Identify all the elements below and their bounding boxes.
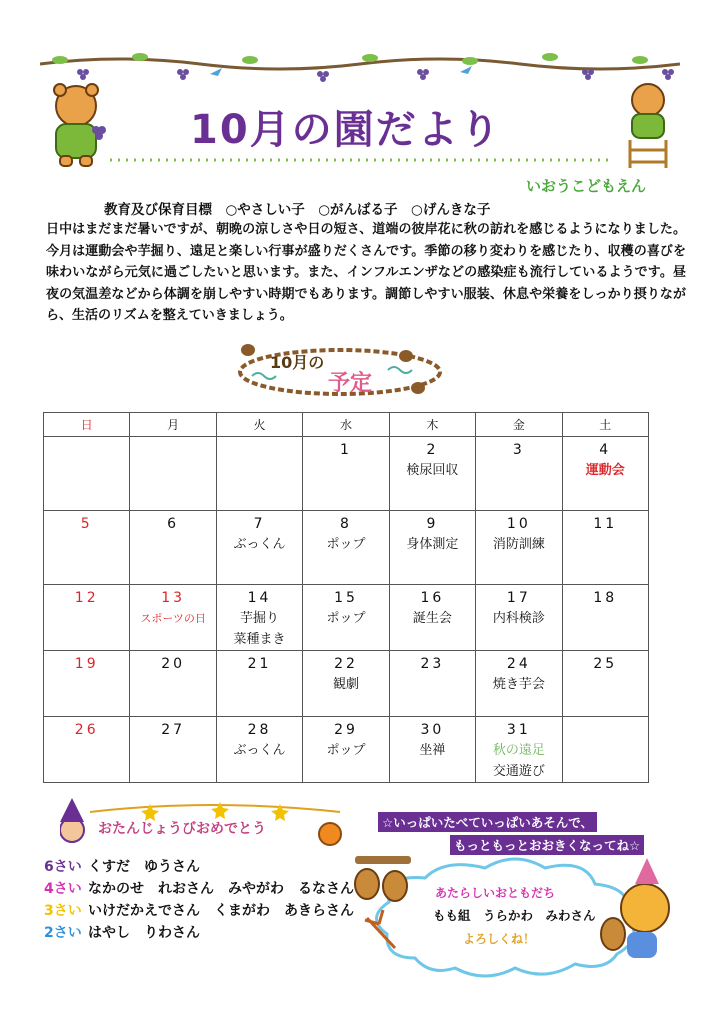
day-number: 2 — [426, 442, 439, 458]
calendar-event: ポップ — [326, 611, 366, 626]
day-number: 10 — [506, 516, 531, 532]
weekday-header-row — [44, 413, 649, 437]
calendar-day-cell — [303, 511, 389, 585]
calendar-day-cell — [216, 717, 302, 783]
calendar-day-cell — [476, 585, 562, 651]
calendar-day-cell — [389, 717, 475, 783]
day-number: 21 — [247, 656, 272, 672]
birthday-names: くすだ ゆうさん — [88, 859, 200, 875]
calendar-event: 観劇 — [332, 677, 359, 692]
new-friends-cloud — [345, 838, 685, 988]
calendar-day-cell — [44, 585, 130, 651]
calendar-day-cell — [44, 717, 130, 783]
schedule-badge — [228, 340, 453, 400]
calendar-event: 交通遊び — [492, 764, 545, 779]
calendar-body — [44, 437, 649, 783]
intro-paragraph: 日中はまだまだ暑いですが、朝晩の涼しさや日の短さ、道端の彼岸花に秋の訪れを感じるようになりました。今月は運動会や芋掘り、遠足と楽しい行事が盛りだくさんです。季節の移り変わりを感じたり、収穫の喜びを味わいながら元気に過ごしたいと思います。また、インフルエンザなどの感染症も流行しているようです。昼夜の気温差などから体調を崩しやすい時期でもあります。調節しやすい服装、休息や栄養をしっかり摂りながら、生活のリズムを整えていきましょう。 — [46, 222, 686, 323]
birthday-entry — [44, 856, 200, 876]
day-number: 24 — [506, 656, 531, 672]
day-number: 22 — [334, 656, 358, 672]
birthday-entry — [44, 878, 354, 898]
badge-month: 10月の — [270, 353, 325, 372]
day-number: 14 — [247, 590, 272, 606]
birthday-names: はやし りわさん — [88, 925, 200, 941]
calendar-day-cell — [476, 651, 562, 717]
calendar-day-cell — [130, 651, 216, 717]
calendar-day-cell — [303, 585, 389, 651]
calendar-event: 菜種まき — [233, 632, 286, 647]
new-friends-greeting: よろしくね！ — [463, 932, 536, 946]
message-line-1: ☆いっぱいたべていっぱいあそんで、 — [378, 812, 597, 832]
calendar-week-row — [44, 511, 649, 585]
birthday-names: なかのせ れおさん みやがわ るなさん — [88, 881, 354, 897]
calendar-event: 内科検診 — [492, 611, 545, 626]
day-number: 5 — [80, 516, 93, 532]
calendar-day-cell — [216, 511, 302, 585]
calendar-day-cell — [303, 717, 389, 783]
calendar-table — [43, 412, 649, 783]
calendar-event: 誕生会 — [412, 611, 452, 626]
weekday-header: 水 — [303, 413, 389, 437]
calendar-week-row — [44, 585, 649, 651]
calendar-day-cell — [44, 511, 130, 585]
weekday-header: 日 — [44, 413, 130, 437]
calendar-day-cell — [130, 511, 216, 585]
calendar-day-cell — [389, 651, 475, 717]
calendar-week-row — [44, 717, 649, 783]
birthday-age: 4さい — [44, 881, 82, 897]
calendar-day-cell — [389, 437, 475, 511]
day-number: 7 — [253, 516, 266, 532]
calendar-event: 芋掘り — [240, 611, 280, 626]
grape-vine-decoration — [40, 52, 680, 92]
calendar-day-cell — [562, 585, 648, 651]
calendar-week-row — [44, 651, 649, 717]
birthday-age: 3さい — [44, 903, 82, 919]
day-number: 4 — [599, 442, 612, 458]
calendar-day-cell — [562, 717, 648, 783]
day-number: 16 — [420, 590, 445, 606]
day-number: 25 — [593, 656, 618, 672]
calendar-day-cell — [562, 511, 648, 585]
calendar-event: 身体測定 — [406, 537, 459, 552]
badge-label: 予定 — [328, 371, 373, 396]
calendar-day-cell — [216, 585, 302, 651]
bear-with-grapes-illustration — [40, 78, 118, 170]
calendar-day-cell — [303, 437, 389, 511]
birthday-names: いけだかえでさん くまがわ あきらさん — [88, 903, 354, 919]
calendar-event: ぶっくん — [233, 743, 286, 758]
calendar-day-cell — [562, 651, 648, 717]
birthday-banner-text: おたんじょうびおめでとう — [98, 821, 266, 837]
calendar-day-cell — [476, 437, 562, 511]
day-number: 17 — [506, 590, 531, 606]
calendar-week-row — [44, 437, 649, 511]
day-number: 13 — [161, 590, 186, 606]
calendar-event: ポップ — [326, 537, 366, 552]
calendar-day-cell — [44, 437, 130, 511]
birthday-age: 6さい — [44, 859, 82, 875]
education-goals: 教育及び保育目標 ○やさしい子 ○がんばる子 ○げんきな子 — [104, 202, 491, 218]
day-number: 20 — [161, 656, 186, 672]
calendar-event: ポップ — [326, 743, 366, 758]
calendar-event: スポーツの日 — [140, 612, 206, 625]
calendar-day-cell — [389, 585, 475, 651]
birthday-age: 2さい — [44, 925, 82, 941]
weekday-header: 金 — [476, 413, 562, 437]
birthday-entry — [44, 922, 200, 942]
day-number: 30 — [420, 722, 445, 738]
calendar-event: 消防訓練 — [492, 537, 545, 552]
weekday-header: 月 — [130, 413, 216, 437]
day-number: 18 — [593, 590, 618, 606]
calendar-day-cell — [216, 651, 302, 717]
day-number: 3 — [512, 442, 525, 458]
birthday-entry — [44, 900, 354, 920]
day-number: 23 — [420, 656, 445, 672]
calendar-event: ぶっくん — [233, 537, 286, 552]
calendar-day-cell — [562, 437, 648, 511]
day-number: 12 — [74, 590, 99, 606]
day-number: 9 — [426, 516, 439, 532]
calendar-day-cell — [476, 511, 562, 585]
calendar-day-cell — [476, 717, 562, 783]
school-name: いおうこどもえん — [526, 177, 647, 195]
calendar-event: 検尿回収 — [406, 463, 459, 478]
day-number: 6 — [167, 516, 180, 532]
day-number: 31 — [506, 722, 531, 738]
calendar-event: 運動会 — [585, 463, 625, 478]
weekday-header: 木 — [389, 413, 475, 437]
new-friends-heading: あたらしいおともだち — [435, 886, 556, 900]
day-number: 15 — [334, 590, 358, 606]
calendar-event: 秋の遠足 — [492, 743, 545, 758]
calendar-day-cell — [130, 717, 216, 783]
day-number: 11 — [593, 516, 618, 532]
calendar-day-cell — [44, 651, 130, 717]
calendar-day-cell — [130, 437, 216, 511]
calendar-day-cell — [216, 437, 302, 511]
weekday-header: 土 — [562, 413, 648, 437]
dotted-divider — [110, 156, 610, 164]
day-number: 19 — [74, 656, 99, 672]
day-number: 28 — [247, 722, 272, 738]
message-line-2: もっともっとおおきくなってね☆ — [450, 835, 644, 855]
calendar-day-cell — [303, 651, 389, 717]
bear-on-ladder-illustration — [612, 78, 684, 170]
day-number: 27 — [161, 722, 186, 738]
new-friends-names: もも組 うらかわ みわさん — [433, 908, 596, 923]
calendar-day-cell — [389, 511, 475, 585]
calendar-event: 坐禅 — [419, 743, 446, 758]
page-title: 10月の園だより — [190, 107, 502, 153]
weekday-header: 火 — [216, 413, 302, 437]
calendar-event: 焼き芋会 — [492, 677, 545, 692]
day-number: 29 — [334, 722, 358, 738]
day-number: 26 — [74, 722, 99, 738]
day-number: 1 — [340, 442, 352, 458]
calendar-day-cell — [130, 585, 216, 651]
day-number: 8 — [340, 516, 352, 532]
